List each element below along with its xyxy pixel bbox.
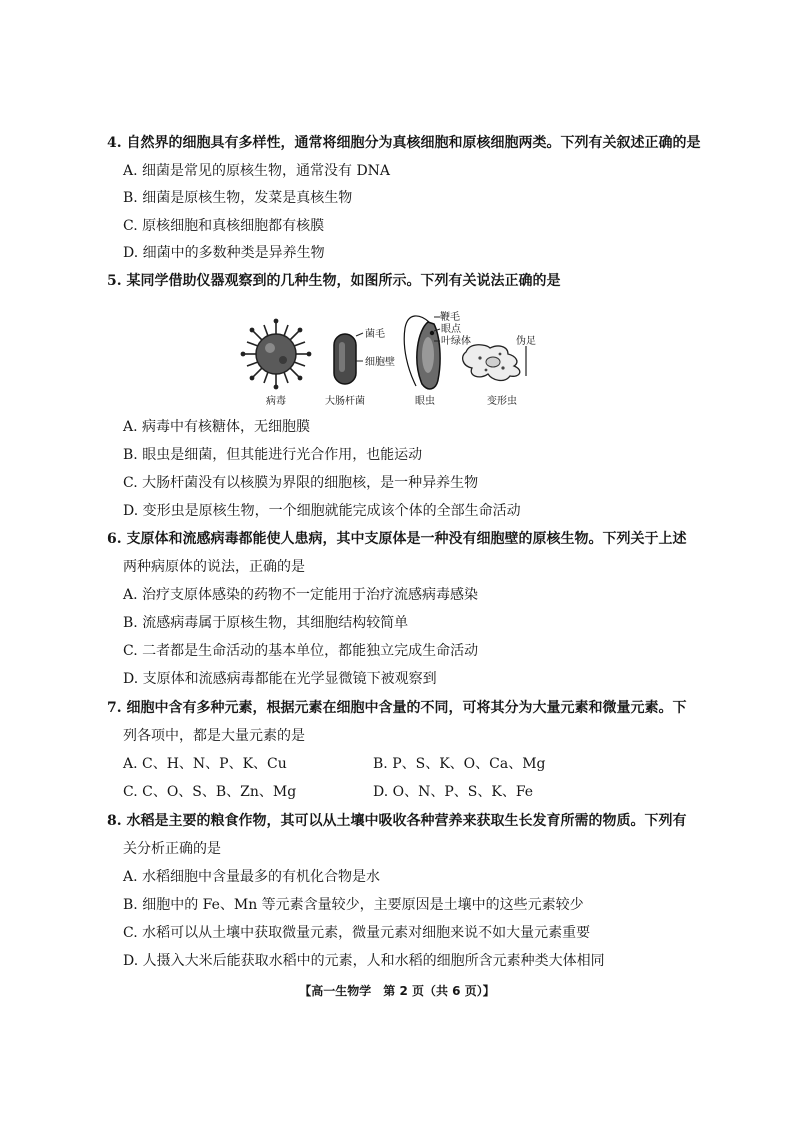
label-pili: 菌毛 xyxy=(365,329,385,340)
question-8-stem-line-1: 8. 水稻是主要的粮食作物，其可以从土壤中吸收各种营养来获取生长发育所需的物质。下列有 xyxy=(107,813,687,829)
question-5-option-a: A. 病毒中有核糖体，无细胞膜 xyxy=(123,419,311,435)
label-pseudopod: 伪足 xyxy=(516,336,536,347)
question-4-option-b: B. 细菌是原核生物，发菜是真核生物 xyxy=(123,190,353,206)
e-coli-drawing xyxy=(334,333,363,384)
question-8-stem-line-2: 关分析正确的是 xyxy=(123,841,221,857)
question-6-option-d: D. 支原体和流感病毒都能在光学显微镜下被观察到 xyxy=(123,671,437,687)
caption-euglena: 眼虫 xyxy=(415,396,435,407)
caption-e-coli: 大肠杆菌 xyxy=(325,396,365,407)
question-8-option-b: B. 细胞中的 Fe、Mn 等元素含量较少，主要原因是土壤中的这些元素较少 xyxy=(123,897,584,913)
organisms-illustration xyxy=(240,300,560,412)
question-5-option-c: C. 大肠杆菌没有以核膜为界限的细胞核，是一种异养生物 xyxy=(123,475,479,491)
question-7-option-c: C. C、O、S、B、Zn、Mg xyxy=(123,784,297,800)
question-6-stem-line-1: 6. 支原体和流感病毒都能使人患病，其中支原体是一种没有细胞壁的原核生物。下列关于上述 xyxy=(107,531,687,547)
question-7-option-d: D. O、N、P、S、K、Fe xyxy=(373,784,534,800)
question-6-option-b: B. 流感病毒属于原核生物，其细胞结构较简单 xyxy=(123,615,409,631)
question-8-option-a: A. 水稻细胞中含量最多的有机化合物是水 xyxy=(123,869,381,885)
question-7-option-a: A. C、H、N、P、K、Cu xyxy=(123,756,287,772)
question-8-option-d: D. 人摄入大米后能获取水稻中的元素，人和水稻的细胞所含元素种类大体相同 xyxy=(123,953,605,969)
question-6-option-c: C. 二者都是生命活动的基本单位，都能独立完成生命活动 xyxy=(123,643,479,659)
label-cell-wall: 细胞壁 xyxy=(365,357,395,368)
question-7-stem-line-2: 列各项中，都是大量元素的是 xyxy=(123,728,305,744)
caption-virus: 病毒 xyxy=(266,396,286,407)
question-7-option-b: B. P、S、K、O、Ca、Mg xyxy=(373,756,546,772)
question-4-option-c: C. 原核细胞和真核细胞都有核膜 xyxy=(123,218,325,234)
virus-drawing xyxy=(241,319,312,390)
label-flagellum: 鞭毛 xyxy=(440,312,460,323)
question-7-stem-line-1: 7. 细胞中含有多种元素，根据元素在细胞中含量的不同，可将其分为大量元素和微量元素。下 xyxy=(107,700,687,716)
question-6-option-a: A. 治疗支原体感染的药物不一定能用于治疗流感病毒感染 xyxy=(123,587,479,603)
caption-amoeba: 变形虫 xyxy=(487,396,517,407)
label-eyespot: 眼点 xyxy=(441,324,461,335)
question-4-option-d: D. 细菌中的多数种类是异养生物 xyxy=(123,245,325,261)
question-4-option-a: A. 细菌是常见的原核生物，通常没有 DNA xyxy=(123,163,391,179)
question-5-option-b: B. 眼虫是细菌，但其能进行光合作用，也能运动 xyxy=(123,447,423,463)
label-chloroplast: 叶绿体 xyxy=(441,336,471,347)
page-footer: 【高一生物学 第 2 页（共 6 页）】 xyxy=(299,984,495,998)
question-6-stem-line-2: 两种病原体的说法，正确的是 xyxy=(123,559,305,575)
amoeba-drawing xyxy=(463,345,526,381)
question-8-option-c: C. 水稻可以从土壤中获取微量元素，微量元素对细胞来说不如大量元素重要 xyxy=(123,925,591,941)
question-4-stem: 4. 自然界的细胞具有多样性，通常将细胞分为真核细胞和原核细胞两类。下列有关叙述正确的是 xyxy=(107,135,701,151)
question-5-stem: 5. 某同学借助仪器观察到的几种生物，如图所示。下列有关说法正确的是 xyxy=(107,273,561,289)
question-5-option-d: D. 变形虫是原核生物，一个细胞就能完成该个体的全部生命活动 xyxy=(123,503,521,519)
organisms-figure xyxy=(240,300,560,412)
euglena-drawing xyxy=(404,316,440,389)
